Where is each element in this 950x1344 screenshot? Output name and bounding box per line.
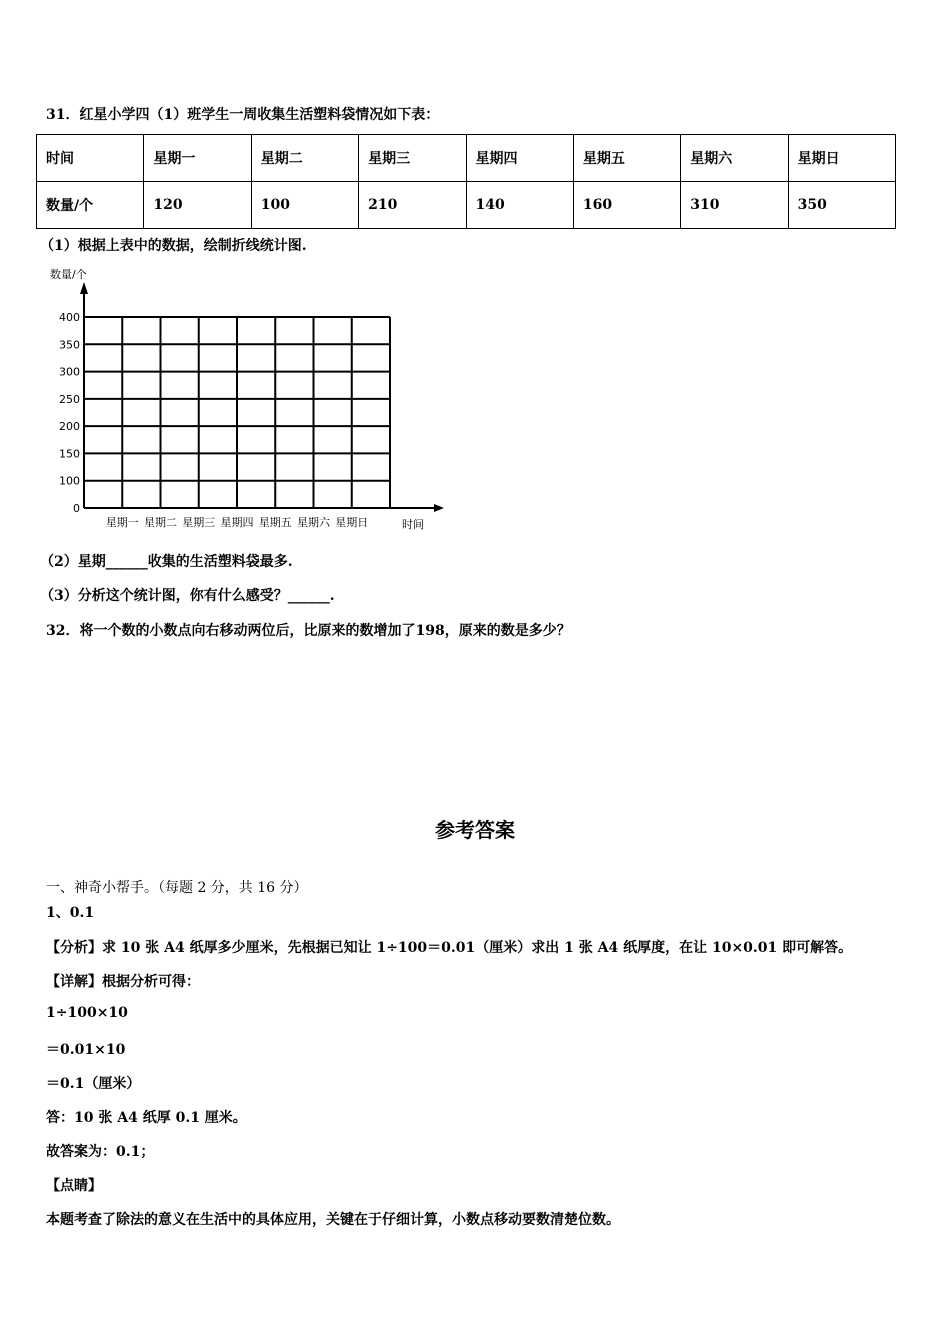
table-cell: 星期五 xyxy=(573,135,680,182)
answer-line: 1÷100×10 xyxy=(46,1005,128,1021)
y-tick-label: 350 xyxy=(59,338,80,352)
answers-section: 一、神奇小帮手。（每题 2 分，共 16 分） xyxy=(46,880,308,896)
table-cell: 数量/个 xyxy=(37,182,144,229)
x-axis-label: 时间 xyxy=(402,518,424,531)
y-tick-label: 100 xyxy=(59,474,80,488)
y-tick-label: 0 xyxy=(73,502,80,515)
table-cell: 星期二 xyxy=(251,135,358,182)
table-row xyxy=(37,182,896,229)
x-ticks xyxy=(106,515,369,529)
table-cell: 100 xyxy=(251,182,358,229)
table-cell: 星期日 xyxy=(788,135,895,182)
answer-line: 【详解】根据分析可得： xyxy=(46,974,200,990)
chart-grid xyxy=(80,282,444,512)
x-tick-label: 星期二 xyxy=(144,516,177,529)
question-31-title: 31．红星小学四（1）班学生一周收集生活塑料袋情况如下表： xyxy=(46,107,440,123)
y-tick-label: 200 xyxy=(59,420,80,434)
table-cell: 350 xyxy=(788,182,895,229)
answer-line: 【点睛】 xyxy=(46,1178,102,1194)
answer-line: 【分析】求 10 张 A4 纸厚多少厘米，先根据已知让 1÷100＝0.01（厘米）求出 1 张 A4 纸厚度，在让 10×0.01 即可解答。 xyxy=(46,940,853,956)
table-header-row xyxy=(37,135,896,182)
y-tick-label: 150 xyxy=(59,447,80,461)
table-cell: 210 xyxy=(359,182,466,229)
x-tick-label: 星期三 xyxy=(182,516,216,529)
table-cell: 160 xyxy=(573,182,680,229)
table-cell: 120 xyxy=(144,182,251,229)
table-cell: 星期一 xyxy=(144,135,251,182)
answer-line: 答：10 张 A4 纸厚 0.1 厘米。 xyxy=(46,1110,247,1126)
table-cell: 星期四 xyxy=(466,135,573,182)
answer-line: 1、0.1 xyxy=(46,905,95,921)
line-chart-grid xyxy=(40,262,450,537)
x-tick-label: 星期五 xyxy=(258,516,292,529)
answer-line: 故答案为：0.1； xyxy=(46,1144,155,1160)
question-31-part1: （1）根据上表中的数据，绘制折线统计图. xyxy=(40,238,307,254)
answers-heading: 参考答案 xyxy=(435,818,515,842)
y-axis-arrow-icon xyxy=(80,282,88,294)
question-32: 32．将一个数的小数点向右移动两位后，比原来的数增加了198，原来的数是多少？ xyxy=(46,623,571,639)
answer-line: ＝0.01×10 xyxy=(46,1042,126,1058)
y-tick-label: 400 xyxy=(59,311,80,324)
answer-line: ＝0.1（厘米） xyxy=(46,1076,141,1092)
x-tick-label: 星期一 xyxy=(105,516,139,529)
table-cell: 时间 xyxy=(37,135,144,182)
y-tick-label: 250 xyxy=(59,392,80,406)
x-tick-label: 星期日 xyxy=(335,516,369,529)
table-cell: 310 xyxy=(681,182,788,229)
x-axis-arrow-icon xyxy=(434,504,444,512)
y-tick-label: 300 xyxy=(59,365,80,379)
x-tick-label: 星期六 xyxy=(297,516,330,529)
table-cell: 星期六 xyxy=(681,135,788,182)
table-cell: 140 xyxy=(466,182,573,229)
x-tick-label: 星期四 xyxy=(220,516,254,529)
question-31-part3: （3）分析这个统计图，你有什么感受？______. xyxy=(40,588,335,604)
table-cell: 星期三 xyxy=(359,135,466,182)
data-table xyxy=(36,134,896,229)
question-31-part2: （2）星期______收集的生活塑料袋最多. xyxy=(40,554,293,570)
y-ticks xyxy=(59,311,80,515)
answer-line: 本题考查了除法的意义在生活中的具体应用，关键在于仔细计算，小数点移动要数清楚位数。 xyxy=(46,1212,620,1228)
y-axis-label: 数量/个 xyxy=(50,268,87,281)
